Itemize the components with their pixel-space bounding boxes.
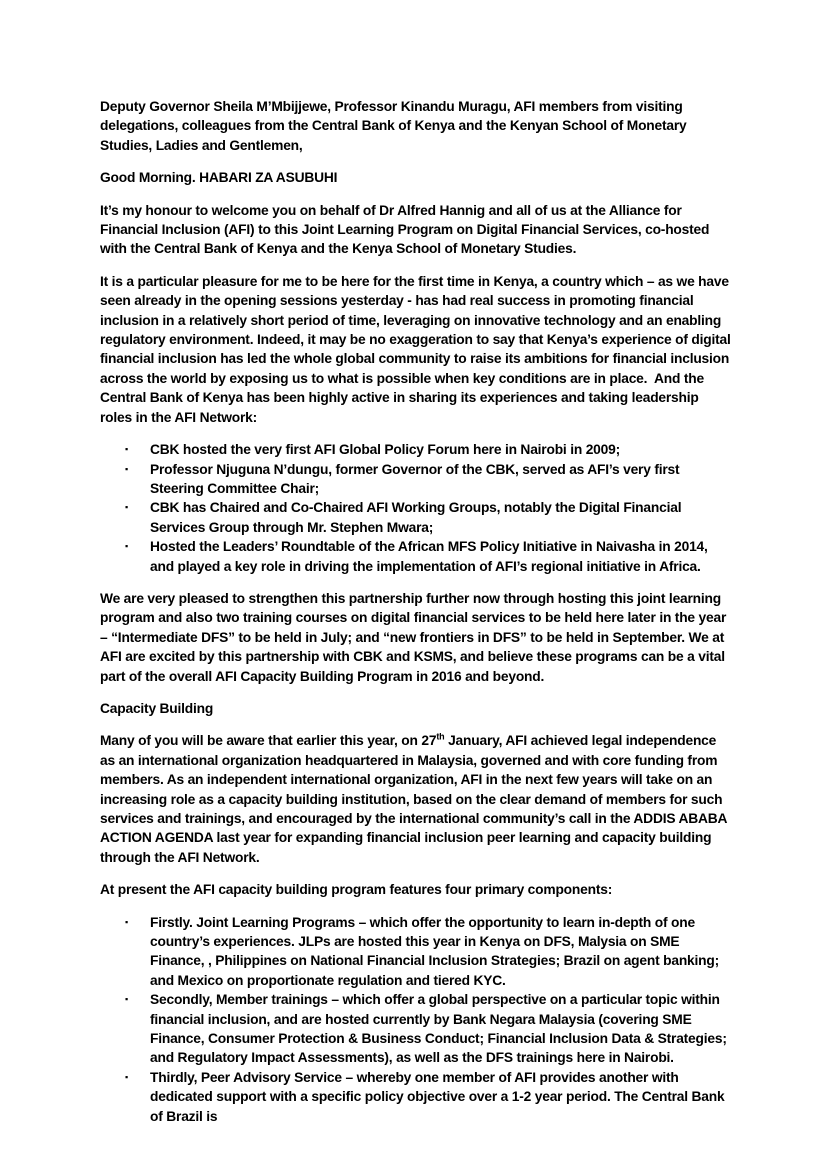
partnership-paragraph: We are very pleased to strengthen this partnership further now through hosting this joint learning program and also two training courses on digital financial services to be held here later in the year – “Intermediate DFS” to be held in July; and “new frontiers in DFS” to be held in September. We at AFI are excited by this partnership with CBK and KSMS, and believe these programs can be a vital part of the overall AFI Capacity Building Program in 2016 and beyond.	[100, 590, 730, 684]
bullet-icon: ▪	[125, 1071, 128, 1082]
list-item	[100, 913, 732, 991]
components-intro-paragraph: At present the AFI capacity building program features four primary components:	[100, 882, 613, 898]
salutation-paragraph: Deputy Governor Sheila M’Mbijjewe, Professor Kinandu Muragu, AFI members from visiting delegations, colleagues from the Central Bank of Kenya and the Kenyan School of Monetary Studies, Ladies and Gentlemen,	[100, 99, 691, 153]
bullet-icon: ▪	[125, 994, 128, 1005]
independence-paragraph	[100, 731, 732, 867]
list-item-text: Professor Njuguna N’dungu, former Governor of the CBK, served as AFI’s very first Steering Committee Chair;	[150, 461, 684, 496]
bullet-icon: ▪	[125, 444, 128, 455]
list-item	[100, 537, 732, 576]
paragraph-text-after-superscript: January, AFI achieved legal independence as an international organization headquartered in Malaysia, governed and with core funding from members. As an independent international organization, AFI in the next few years will take on an increasing role as a capacity building institution, based on the clear demand of members for such services and trainings, and encouraged by the international community’s call in the ADDIS ABABA ACTION AGENDA last year for expanding financial inclusion peer learning and capacity building through the AFI Network.	[100, 733, 730, 865]
list-item	[100, 990, 732, 1068]
list-item	[100, 460, 732, 499]
list-item	[100, 440, 732, 459]
paragraph-text-before-superscript: Many of you will be aware that earlier this year, on 27	[100, 733, 437, 749]
bullet-icon: ▪	[125, 463, 128, 474]
list-item-text: Firstly. Joint Learning Programs – which offer the opportunity to learn in-depth of one country’s experiences. JLPs are hosted this year in Kenya on DFS, Malysia on SME Finance, , Philippines on National Financial Inclusion Strategies; Brazil on agent banking; and Mexico on proportionate regulation and tiered KYC.	[150, 914, 723, 988]
greeting-line: Good Morning. HABARI ZA ASUBUHI	[100, 170, 338, 186]
bullet-icon: ▪	[125, 541, 128, 552]
ordinal-superscript: th	[436, 731, 445, 742]
list-item-text: Hosted the Leaders’ Roundtable of the African MFS Policy Initiative in Naivasha in 2014, and played a key role in driving the implementation of AFI’s regional initiative in Africa.	[150, 539, 712, 574]
list-item-text: CBK has Chaired and Co-Chaired AFI Working Groups, notably the Digital Financial Services Group through Mr. Stephen Mwara;	[150, 500, 685, 535]
kenya-experience-paragraph: It is a particular pleasure for me to be here for the first time in Kenya, a country which – as we have seen already in the opening sessions yesterday - has had real success in promoting financial inclusion in a relatively short period of time, leveraging on innovative technology and an enabling regulatory environment. Indeed, it may be no exaggeration to say that Kenya’s experience of digital financial inclusion has led the whole global community to raise its ambitions for financial inclusion across the world by exposing us to what is possible when key conditions are in place. And the Central Bank of Kenya has been highly active in sharing its experiences and taking leadership roles in the AFI Network:	[100, 273, 735, 425]
bullet-icon: ▪	[125, 502, 128, 513]
list-item	[100, 498, 732, 537]
list-item-text: Secondly, Member trainings – which offer a global perspective on a particular topic within financial inclusion, and are hosted currently by Bank Negara Malaysia (covering SME Finance, Consumer Protection & Business Conduct; Financial Inclusion Data & Strategies; and Regulatory Impact Assessments), as well as the DFS trainings here in Nairobi.	[150, 992, 731, 1066]
capacity-components-list	[100, 913, 732, 1126]
section-heading-capacity-building: Capacity Building	[100, 700, 214, 716]
welcome-paragraph: It’s my honour to welcome you on behalf of Dr Alfred Hannig and all of us at the Alliance for Financial Inclusion (AFI) to this Joint Learning Program on Digital Financial Services, co-hosted with the Central Bank of Kenya and the Kenya School of Monetary Studies.	[100, 202, 713, 257]
list-item-text: Thirdly, Peer Advisory Service – whereby one member of AFI provides another with dedicated support with a specific policy objective over a 1-2 year period. The Central Bank of Brazil is	[150, 1069, 729, 1124]
cbk-achievements-list	[100, 440, 732, 576]
list-item	[100, 1068, 732, 1126]
bullet-icon: ▪	[125, 916, 128, 927]
list-item-text: CBK hosted the very first AFI Global Policy Forum here in Nairobi in 2009;	[150, 442, 620, 458]
